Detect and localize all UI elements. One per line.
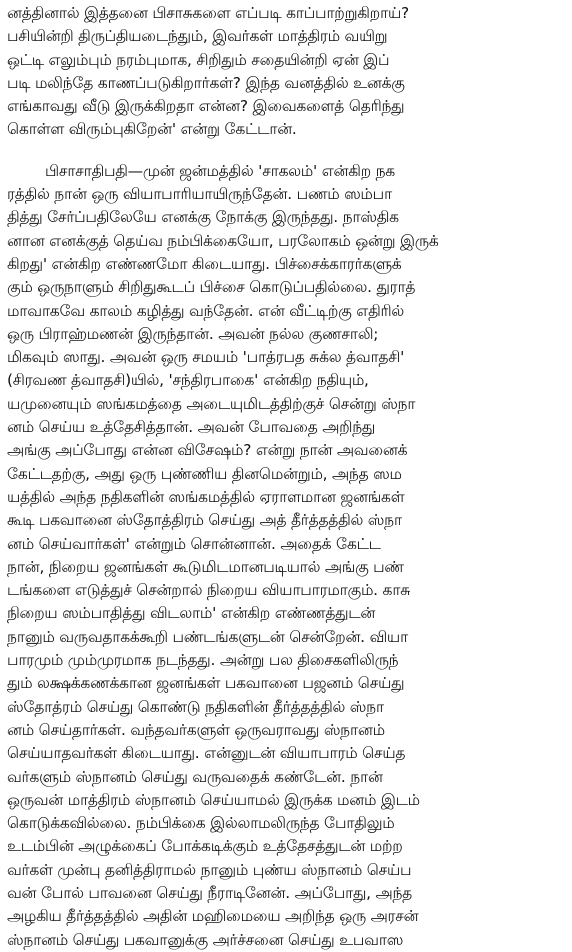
text-line: னம் செய்ய உத்தேசித்தான். அவன் போவதை அறிந்து (7, 418, 376, 437)
text-line: ஒட்டி எலும்பும் நரம்புமாக, சிறிதும் சதையின்றி ஏன் இப் (7, 50, 390, 69)
text-line: கேட்டதற்கு, அது ஒரு புண்ணிய தினமென்றும், அந்த ஸம (7, 464, 402, 483)
text-line: தும் லக்ஷக்கணக்கான ஜனங்கள் பகவானை பஜனம் செய்து (7, 674, 405, 693)
text-line: அங்கு அப்போது என்ன விசேஷம்? என்று நான் அவனைக் (7, 441, 408, 460)
text-line: தித்து சேர்ப்பதிலேயே எனக்கு நோக்கு இருந்தது. நாஸ்திக (7, 208, 399, 227)
text-line: நானும் வருவதாகக்கூறி பண்டங்களுடன் சென்றேன். வியா (7, 627, 408, 646)
text-line: யமுனையும் ஸங்கமத்தை அடையுமிடத்திற்குச் சென்று ஸ்நா (7, 394, 416, 413)
text-line: வர்களும் ஸ்நானம் செய்து வருவதைக் கண்டேன். நான் (7, 767, 383, 786)
text-line: பாரமும் மும்முரமாக நடந்தது. அன்று பல திசைகளிலிருந் (7, 651, 399, 670)
text-line: வர்கள் முன்பு தனித்திராமல் நானும் புண்ய ஸ்நானம் செய்ப (7, 860, 412, 879)
text-line: படி மலிந்தே காணப்படுகிறார்கள்? இந்த வனத்தில் உனக்கு (7, 73, 405, 92)
text-line: நான், நிறைய ஜனங்கள் கூடுமிடமானபடியால் அங்கு பண் (7, 557, 404, 576)
text-line: னத்தினால் இத்தனை பிசாசுகளை எப்படி காப்பாற்றுகிறாய்? (7, 4, 409, 22)
text-line: னம் செய்வார்கள்' என்றும் சொன்னான். அதைக் கேட்ட (7, 534, 381, 553)
text-line: (சிரவண த்வாதசி)யில், 'சந்திரபாகை' என்கிற நதியும், (7, 371, 369, 390)
text-line: கிறது' என்கிற எண்ணமோ கிடையாது. பிச்சைக்காரர்களுக் (7, 254, 402, 273)
paragraph-1 (7, 2, 562, 142)
text-line: அழகிய தீர்த்தத்தில் அதின் மஹிமையை அறிந்த ஒரு அரசன் (7, 907, 419, 926)
text-line: வன் போல் பாவனை செய்து நீராடினேன். அப்போது, அந்த (7, 883, 412, 902)
paragraph-2 (7, 160, 562, 952)
paragraph-spacer (7, 142, 562, 160)
text-line: ஒரு பிராஹ்மணன் இருந்தான். அவன் நல்ல குணசாலி; (7, 324, 379, 343)
text-line: மாவாகவே காலம் கழித்து வந்தேன். என் வீட்டிற்கு எதிரில் (7, 301, 404, 320)
text-line: உடம்பின் அழுக்கைப் போக்கடிக்கும் உத்தேசத்துடன் மற்ற (7, 837, 403, 856)
text-line: ஒருவன் மாத்திரம் ஸ்நானம் செய்யாமல் இருக்க மனம் இடம் (7, 790, 420, 809)
text-line: கூடி பகவானை ஸ்தோத்திரம் செய்து அத் தீர்த்தத்தில் ஸ்நா (7, 511, 402, 530)
text-line: மிகவும் ஸாது. அவன் ஒரு சமயம் 'பாத்ரபத சுக்ல த்வாதசி' (7, 348, 405, 367)
text-line: டங்களை எடுத்துச் சென்றால் நிறைய வியாபாரமாகும். காசு (7, 581, 411, 600)
text-line: ஸ்தோத்ரம் செய்து கொண்டு நதிகளின் தீர்த்தத்தில் ஸ்நா (7, 697, 384, 716)
text-line: கொள்ள விரும்புகிறேன்' என்று கேட்டான். (7, 120, 297, 139)
text-line: னான எனக்குத் தெய்வ நம்பிக்கையோ, பரலோகம் ஒன்று இருக் (7, 231, 439, 250)
text-line: நிறைய ஸம்பாதித்து விடலாம்' என்கிற எண்ணத்துடன் (7, 604, 376, 623)
text-line: பசியின்றி திருப்தியடைந்தும், இவர்கள் மாத்திரம் வயிறு (7, 27, 388, 46)
text-line: ஸ்நானம் செய்து பகவானுக்கு அர்ச்சனை செய்து உபவாஸ (7, 930, 404, 949)
text-line: எங்காவது வீடு இருக்கிறதா என்ன? இவைகளைத் தெரிந்து (7, 97, 405, 116)
text-line: செய்யாதவர்கள் கிடையாது. என்னுடன் வியாபாரம் செய்த (7, 744, 406, 763)
text-line: கொடுக்கவில்லை. நம்பிக்கை இல்லாமலிருந்த போதிலும் (7, 814, 395, 833)
text-line: பிசாசாதிபதி—முன் ஜன்மத்தில் 'சாகலம்' என்கிற நக (45, 161, 395, 180)
text-line: னம் செய்தார்கள். வந்தவர்களுள் ஒருவராவது ஸ்நானம் (7, 720, 385, 739)
text-line: ரத்தில் நான் ஒரு வியாபாரியாயிருந்தேன். பணம் ஸம்பா (7, 185, 392, 204)
text-line: கும் ஒருநாளும் சிறிதுகூடப் பிச்சை கொடுப்பதில்லை. துராத் (7, 278, 416, 297)
text-line: யத்தில் அந்த நதிகளின் ஸங்கமத்தில் ஏராளமான ஜனங்கள் (7, 487, 405, 506)
